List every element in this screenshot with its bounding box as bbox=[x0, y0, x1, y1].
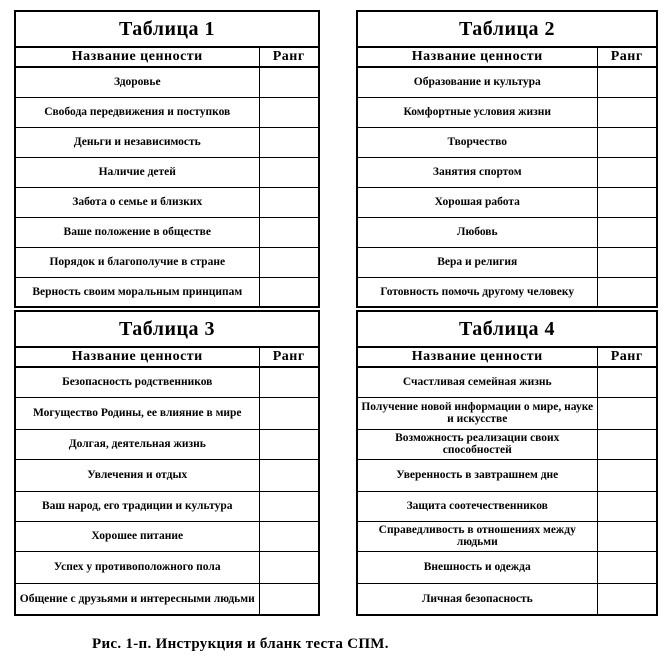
value-name: Порядок и благополучие в стране bbox=[15, 247, 259, 277]
value-name: Долгая, деятельная жизнь bbox=[15, 429, 259, 459]
value-name: Внешность и одежда bbox=[357, 551, 597, 583]
value-name: Ваше положение в обществе bbox=[15, 217, 259, 247]
value-name: Защита соотечественников bbox=[357, 491, 597, 521]
value-name: Любовь bbox=[357, 217, 597, 247]
value-name: Деньги и независимость bbox=[15, 127, 259, 157]
rank-input-cell[interactable] bbox=[259, 551, 319, 583]
value-name: Свобода передвижения и поступков bbox=[15, 97, 259, 127]
rank-input-cell[interactable] bbox=[259, 583, 319, 615]
value-name: Хорошее питание bbox=[15, 521, 259, 551]
rank-input-cell[interactable] bbox=[597, 187, 657, 217]
value-name: Увлечения и отдых bbox=[15, 459, 259, 491]
rank-input-cell[interactable] bbox=[597, 551, 657, 583]
value-name: Готовность помочь другому человеку bbox=[357, 277, 597, 307]
rank-input-cell[interactable] bbox=[259, 127, 319, 157]
table-title: Таблица 4 bbox=[357, 311, 657, 347]
rank-input-cell[interactable] bbox=[597, 521, 657, 551]
rank-input-cell[interactable] bbox=[597, 157, 657, 187]
rank-input-cell[interactable] bbox=[597, 277, 657, 307]
value-table-2 bbox=[356, 10, 658, 308]
rank-input-cell[interactable] bbox=[597, 67, 657, 97]
rank-input-cell[interactable] bbox=[259, 67, 319, 97]
value-table-1 bbox=[14, 10, 320, 308]
rank-input-cell[interactable] bbox=[597, 247, 657, 277]
value-name: Верность своим моральным принципам bbox=[15, 277, 259, 307]
value-name: Общение с друзьями и интересными людьми bbox=[15, 583, 259, 615]
rank-input-cell[interactable] bbox=[597, 491, 657, 521]
value-table-4 bbox=[356, 310, 658, 616]
rank-input-cell[interactable] bbox=[259, 521, 319, 551]
value-name: Возможность реализации своих способностей bbox=[357, 429, 597, 459]
rank-input-cell[interactable] bbox=[259, 277, 319, 307]
rank-input-cell[interactable] bbox=[597, 583, 657, 615]
rank-input-cell[interactable] bbox=[259, 367, 319, 397]
value-name: Справедливость в отношениях между людьми bbox=[357, 521, 597, 551]
rank-input-cell[interactable] bbox=[597, 217, 657, 247]
value-table-3 bbox=[14, 310, 320, 616]
value-name: Комфортные условия жизни bbox=[357, 97, 597, 127]
value-name: Хорошая работа bbox=[357, 187, 597, 217]
rank-input-cell[interactable] bbox=[597, 367, 657, 397]
column-header-name: Название ценности bbox=[15, 347, 259, 367]
value-name: Занятия спортом bbox=[357, 157, 597, 187]
value-name: Вера и религия bbox=[357, 247, 597, 277]
value-name: Образование и культура bbox=[357, 67, 597, 97]
value-name: Здоровье bbox=[15, 67, 259, 97]
rank-input-cell[interactable] bbox=[259, 157, 319, 187]
rank-input-cell[interactable] bbox=[597, 429, 657, 459]
table-title: Таблица 2 bbox=[357, 11, 657, 47]
value-name: Уверенность в завтрашнем дне bbox=[357, 459, 597, 491]
rank-input-cell[interactable] bbox=[597, 397, 657, 429]
value-name: Забота о семье и близких bbox=[15, 187, 259, 217]
value-name: Безопасность родственников bbox=[15, 367, 259, 397]
value-name: Счастливая семейная жизнь bbox=[357, 367, 597, 397]
rank-input-cell[interactable] bbox=[597, 459, 657, 491]
rank-input-cell[interactable] bbox=[259, 429, 319, 459]
rank-input-cell[interactable] bbox=[597, 97, 657, 127]
figure-caption: Рис. 1-п. Инструкция и бланк теста СПМ. bbox=[92, 636, 389, 652]
table-title: Таблица 1 bbox=[15, 11, 319, 47]
column-header-name: Название ценности bbox=[357, 47, 597, 67]
rank-input-cell[interactable] bbox=[259, 397, 319, 429]
value-name: Творчество bbox=[357, 127, 597, 157]
value-name: Могущество Родины, ее влияние в мире bbox=[15, 397, 259, 429]
rank-input-cell[interactable] bbox=[259, 187, 319, 217]
value-name: Получение новой информации о мире, науке и искусстве bbox=[357, 397, 597, 429]
value-name: Ваш народ, его традиции и культура bbox=[15, 491, 259, 521]
rank-input-cell[interactable] bbox=[259, 247, 319, 277]
value-name: Успех у противоположного пола bbox=[15, 551, 259, 583]
column-header-rank: Ранг bbox=[597, 347, 657, 367]
rank-input-cell[interactable] bbox=[259, 459, 319, 491]
column-header-rank: Ранг bbox=[259, 347, 319, 367]
column-header-rank: Ранг bbox=[259, 47, 319, 67]
rank-input-cell[interactable] bbox=[259, 217, 319, 247]
column-header-name: Название ценности bbox=[357, 347, 597, 367]
value-name: Наличие детей bbox=[15, 157, 259, 187]
rank-input-cell[interactable] bbox=[259, 97, 319, 127]
column-header-rank: Ранг bbox=[597, 47, 657, 67]
value-name: Личная безопасность bbox=[357, 583, 597, 615]
table-title: Таблица 3 bbox=[15, 311, 319, 347]
rank-input-cell[interactable] bbox=[259, 491, 319, 521]
rank-input-cell[interactable] bbox=[597, 127, 657, 157]
column-header-name: Название ценности bbox=[15, 47, 259, 67]
